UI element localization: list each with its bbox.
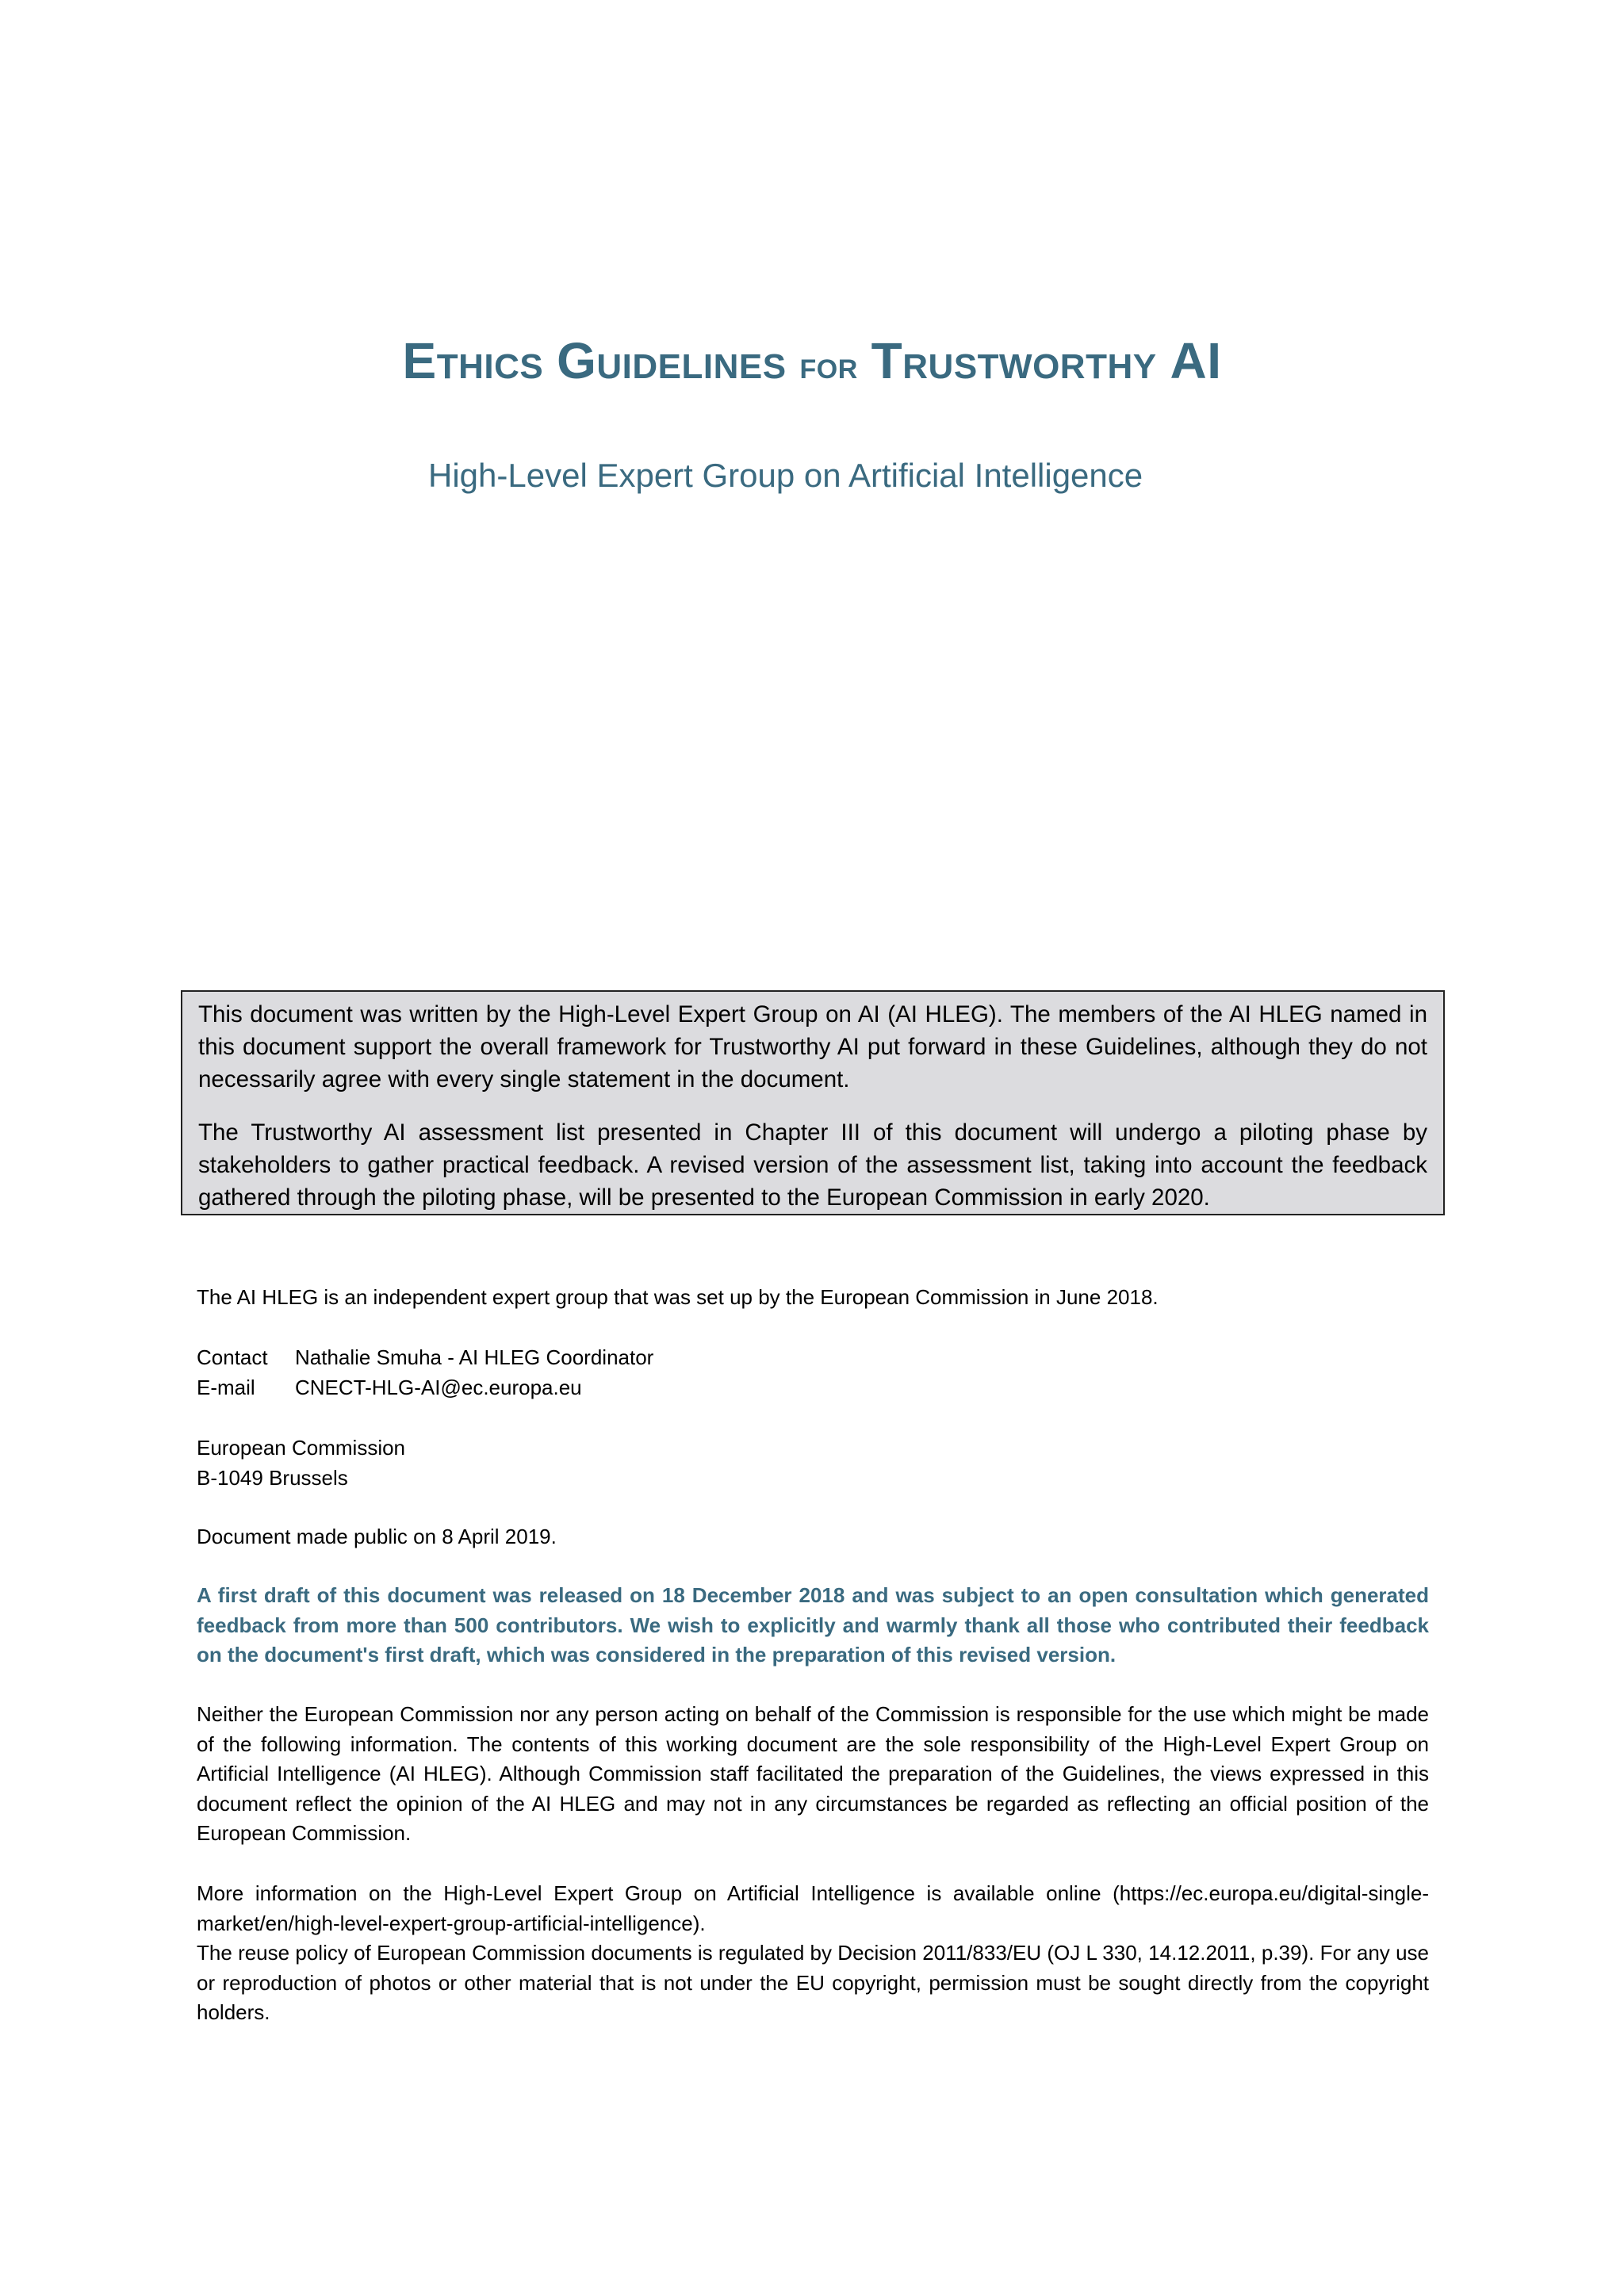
- contact-block: [197, 1343, 1429, 1402]
- address-block: [197, 1433, 1429, 1493]
- disclaimer-paragraph-authorship: This document was written by the High-Level Expert Group on AI (AI HLEG). The members of the AI HLEG named in this document support the overall framework for Trustworthy AI put forward in these Guidelines, although they do not necessarily agree with every single statement in the document.: [198, 1001, 1427, 1093]
- contact-label: Contact: [197, 1345, 268, 1369]
- document-subtitle: High-Level Expert Group on Artificial Intelligence: [428, 457, 1143, 494]
- address-line-2: B-1049 Brussels: [197, 1465, 348, 1490]
- disclaimer-paragraph-assessment: The Trustworthy AI assessment list presented in Chapter III of this document will undergo a piloting phase by stakeholders to gather practical feedback. A revised version of the assessment list, taking into account the feedback gathered through the piloting phase, will be presented to the European Commission in early 2020.: [198, 1119, 1427, 1211]
- title-initial-t: T: [871, 332, 903, 389]
- title-initial-e: E: [402, 332, 437, 389]
- email-value: CNECT-HLG-AI@ec.europa.eu: [295, 1375, 582, 1399]
- address-line-1: European Commission: [197, 1436, 406, 1460]
- disclaimer-box: [181, 990, 1445, 1215]
- title-initial-g: G: [557, 332, 597, 389]
- publication-date: Document made public on 8 April 2019.: [197, 1525, 557, 1548]
- liability-notice: Neither the European Commission nor any person acting on behalf of the Commission is responsible for the use which might be made of the following information. The contents of this working document are the sole responsibility of the High-Level Expert Group on Artificial Intelligence (AI HLEG). Although Commission staff facilitated the preparation of the Guidelines, the views expressed in this document reflect the opinion of the AI HLEG and may not in any circumstances be regarded as reflecting an official position of the European Commission.: [197, 1702, 1429, 1845]
- intro-text: The AI HLEG is an independent expert group that was set up by the European Commission in June 2018.: [197, 1285, 1159, 1309]
- title-word-ai: AI: [1170, 332, 1222, 389]
- more-info-text: More information on the High-Level Expert Group on Artificial Intelligence is available online (https://ec.europa.eu/digital-single-market/en/high-level-expert-group-artificial-intelligence).: [197, 1881, 1429, 1935]
- contact-row: [197, 1343, 1429, 1373]
- email-label: E-mail: [197, 1375, 255, 1399]
- title-word-for: FOR: [799, 354, 858, 385]
- document-title: [0, 331, 1624, 390]
- title-word-trustworthy: RUSTWORTHY: [902, 347, 1157, 386]
- email-row: [197, 1373, 1429, 1403]
- title-word-ethics: THICS: [436, 347, 544, 386]
- title-word-guidelines: UIDELINES: [596, 347, 787, 386]
- draft-acknowledgement: A first draft of this document was released on 18 December 2018 and was subject to an open consultation which generated feedback from more than 500 contributors. We wish to explicitly and warmly thank all those who contributed their feedback on the document's first draft, which was considered in the preparation of this revised version.: [197, 1583, 1429, 1667]
- contact-value: Nathalie Smuha - AI HLEG Coordinator: [295, 1345, 654, 1369]
- reuse-policy-text: The reuse policy of European Commission documents is regulated by Decision 2011/833/EU (OJ L 330, 14.12.2011, p.39). For any use or reproduction of photos or other material that is not under the EU copyright, permission must be sought directly from the copyright holders.: [197, 1941, 1429, 2024]
